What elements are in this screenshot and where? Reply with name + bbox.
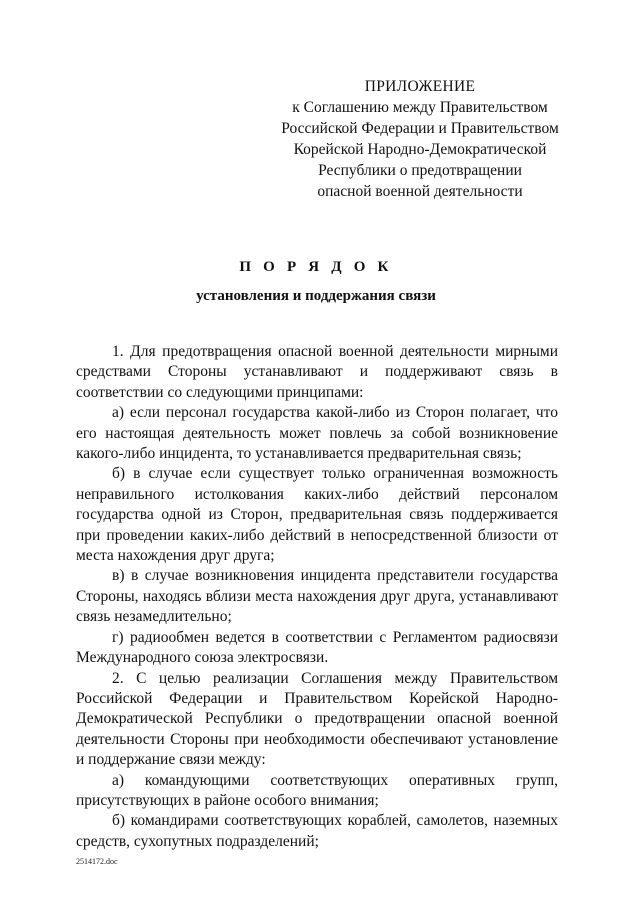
appendix-line: Республики о предотвращении: [318, 162, 522, 179]
paragraph-1b: б) в случае если существует только ограниченная возможность неправильного истолкования каких-либо действий персоналом государства одной из Сторон, предварительная связь поддерживается при проведении каких-либо действий в непосредственной близости от места нахождения друг друга;: [76, 465, 558, 565]
appendix-line: опасной военной деятельности: [317, 183, 523, 200]
file-code: 2514172.doc: [76, 857, 118, 866]
appendix-title: ПРИЛОЖЕНИЕ: [364, 78, 476, 95]
appendix-line: к Соглашению между Правительством: [292, 99, 548, 116]
paragraph-1d: г) радиообмен ведется в соответствии с Регламентом радиосвязи Международного союза электросвязи.: [76, 628, 558, 667]
appendix-header: [270, 76, 570, 202]
appendix-line: Российской Федерации и Правительством: [281, 120, 559, 137]
paragraph-2: 2. С целью реализации Соглашения между Правительством Российской Федерации и Правительством Корейской Народно-Демократической Республики о предотвращении опасной военной деятельности Стороны при необходимости обеспечивают установление и поддержание связи между:: [76, 669, 558, 769]
document-title: П О Р Я Д О К: [239, 259, 393, 275]
paragraph-1: 1. Для предотвращения опасной военной деятельности мирными средствами Стороны устанавливают и поддерживают связь в соответствии со следующими принципами:: [76, 343, 558, 401]
paragraph-2a: а) командующими соответствующих оперативных групп, присутствующих в районе особого внимания;: [76, 771, 558, 809]
appendix-line: Корейской Народно-Демократической: [293, 141, 547, 158]
paragraph-1c: в) в случае возникновения инцидента представители государства Стороны, находясь вблизи места нахождения друг друга, устанавливают связь незамедлительно;: [76, 567, 558, 626]
document-subtitle: установления и поддержания связи: [196, 288, 436, 304]
paragraph-1a: а) если персонал государства какой-либо из Сторон полагает, что его настоящая деятельность может повлечь за собой возникновение какого-либо инцидента, то устанавливается предварительная связь;: [76, 404, 558, 463]
paragraph-2b: б) командирами соответствующих кораблей, самолетов, наземных средств, сухопутных подразделений;: [76, 812, 558, 850]
document-body: [76, 342, 558, 852]
